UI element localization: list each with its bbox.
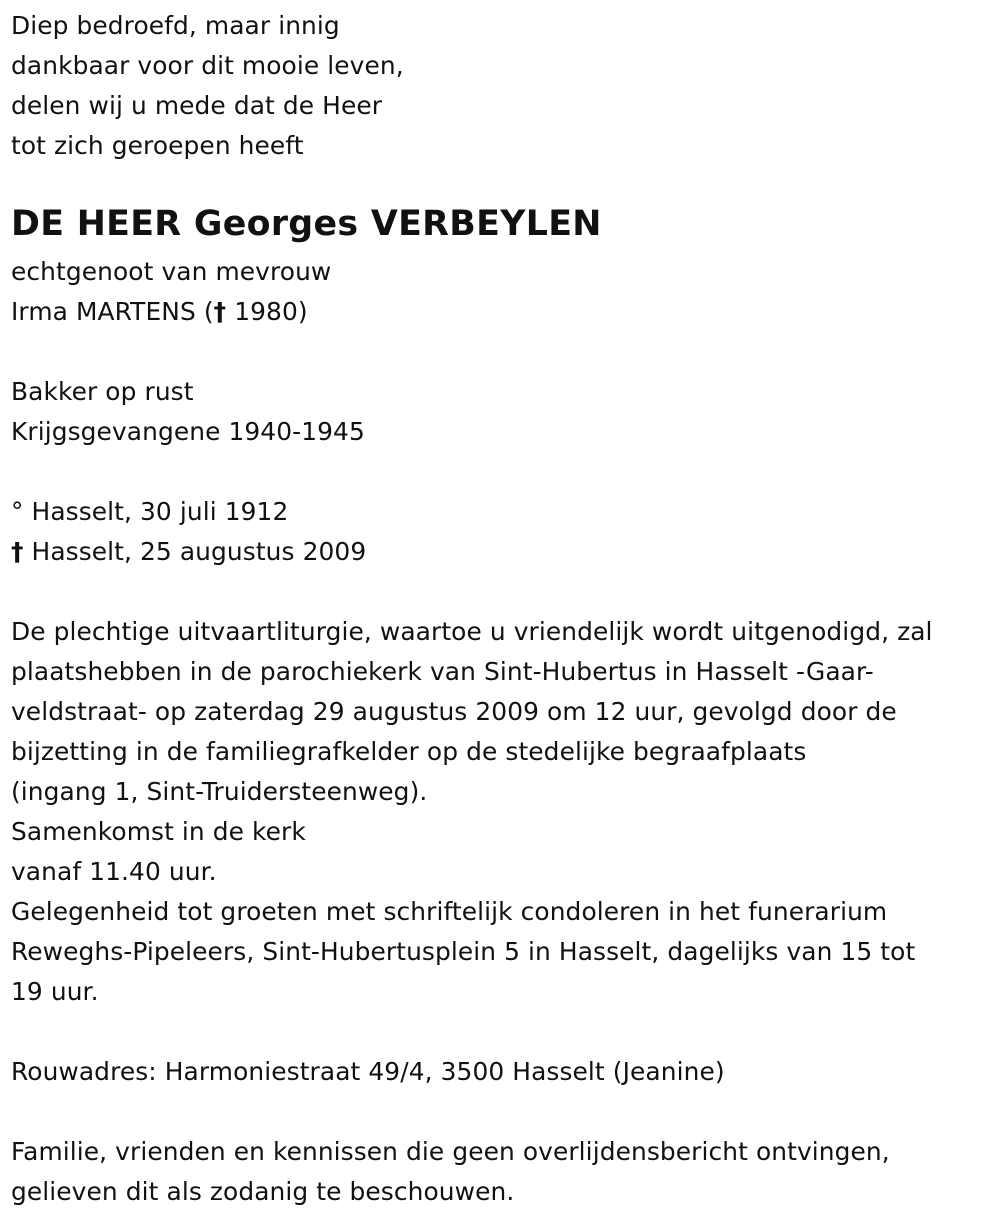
- ceremony-info: [11, 612, 996, 1012]
- closing-note: [11, 1132, 996, 1212]
- spacer: [11, 1092, 996, 1132]
- intro-line: Diep bedroefd, maar innig: [11, 11, 340, 40]
- spacer: [11, 572, 996, 612]
- death-line: [11, 532, 996, 572]
- ceremony-line: Reweghs-Pipeleers, Sint-Hubertusplein 5 in Hasselt, dagelijks van 15 tot: [11, 937, 916, 966]
- spacer: [11, 452, 996, 492]
- cross-icon: †: [213, 297, 227, 326]
- ceremony-line: De plechtige uitvaartliturgie, waartoe u vriendelijk wordt uitgenodigd, zal: [11, 617, 933, 646]
- occupation-info: [11, 372, 996, 452]
- spouse-prefix: echtgenoot van mevrouw: [11, 257, 332, 286]
- ceremony-line: veldstraat- op zaterdag 29 augustus 2009 om 12 uur, gevolgd door de: [11, 697, 897, 726]
- birth-line: ° Hasselt, 30 juli 1912: [11, 497, 289, 526]
- intro-line: tot zich geroepen heeft: [11, 131, 304, 160]
- ceremony-line: bijzetting in de familiegrafkelder op de stedelijke begraafplaats: [11, 737, 807, 766]
- occupation-line: Krijgsgevangene 1940-1945: [11, 417, 365, 446]
- obituary-notice: [11, 6, 996, 1212]
- cross-icon: †: [11, 537, 24, 566]
- mourning-address: Rouwadres: Harmoniestraat 49/4, 3500 Hasselt (Jeanine): [11, 1057, 725, 1086]
- spacer: [11, 1012, 996, 1052]
- spouse-year: 1980): [226, 297, 308, 326]
- spouse-info: [11, 252, 996, 332]
- spacer: [11, 332, 996, 372]
- deceased-name: DE HEER Georges VERBEYLEN: [11, 204, 602, 244]
- ceremony-line: 19 uur.: [11, 977, 99, 1006]
- closing-line: Familie, vrienden en kennissen die geen overlijdensbericht ontvingen,: [11, 1137, 890, 1166]
- spouse-line: [11, 292, 996, 332]
- ceremony-line: Samenkomst in de kerk: [11, 817, 306, 846]
- intro-line: dankbaar voor dit mooie leven,: [11, 51, 404, 80]
- closing-line: gelieven dit als zodanig te beschouwen.: [11, 1177, 515, 1206]
- spacer: [11, 166, 996, 196]
- occupation-line: Bakker op rust: [11, 377, 194, 406]
- intro-line: delen wij u mede dat de Heer: [11, 91, 383, 120]
- ceremony-line: Gelegenheid tot groeten met schriftelijk condoleren in het funerarium: [11, 897, 888, 926]
- life-dates: [11, 492, 996, 572]
- ceremony-line: (ingang 1, Sint-Truidersteenweg).: [11, 777, 428, 806]
- intro-text: [11, 6, 996, 166]
- ceremony-line: vanaf 11.40 uur.: [11, 857, 217, 886]
- ceremony-line: plaatshebben in de parochiekerk van Sint-Hubertus in Hasselt -Gaar-: [11, 657, 874, 686]
- death-text: Hasselt, 25 augustus 2009: [23, 537, 367, 566]
- spouse-name: Irma MARTENS (: [11, 297, 214, 326]
